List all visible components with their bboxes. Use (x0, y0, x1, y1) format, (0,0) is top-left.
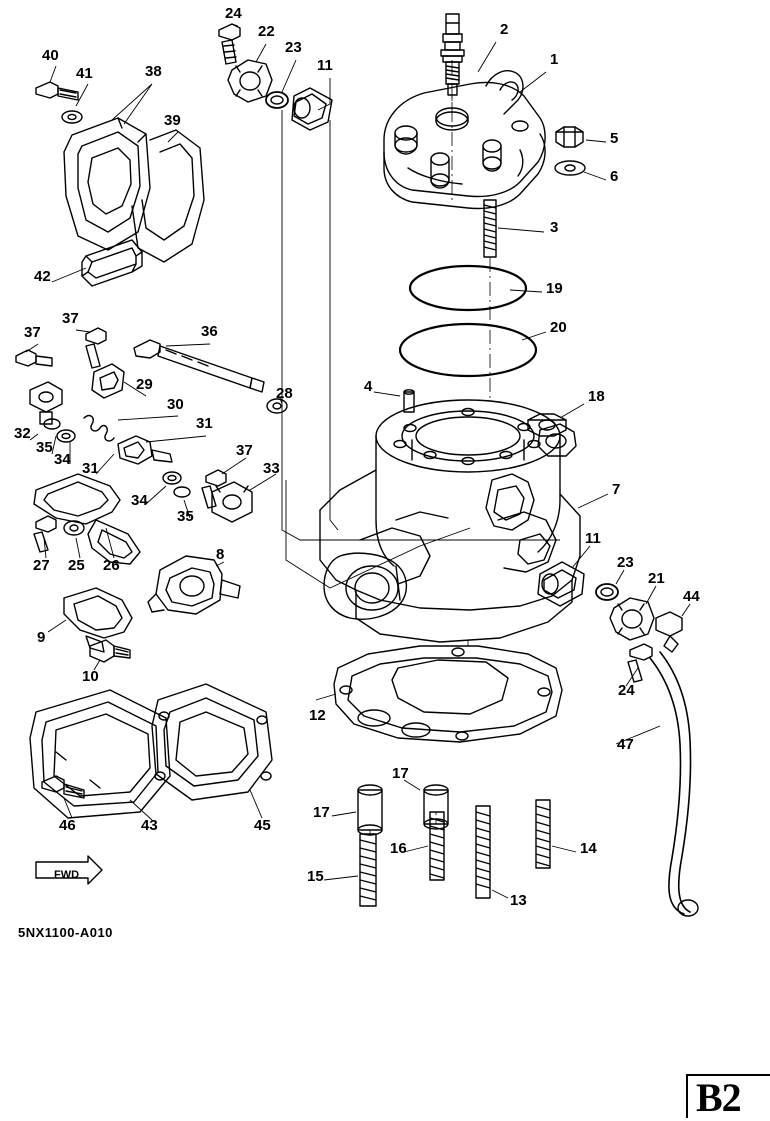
part-washer-6 (555, 161, 585, 175)
drawing-part-code: 5NX1100-A010 (18, 925, 113, 940)
callout-17-b: 17 (313, 804, 330, 821)
part-plug-11-right (538, 562, 584, 606)
callout-37-c: 37 (236, 442, 253, 459)
callout-25: 25 (68, 557, 85, 574)
part-oring-19 (410, 266, 526, 310)
callout-5: 5 (610, 130, 619, 147)
callout-38: 38 (145, 63, 162, 80)
part-stud-16 (430, 812, 444, 880)
callout-11-right: 11 (585, 530, 601, 547)
callout-11-top: 11 (317, 57, 333, 74)
part-plug-11-top (292, 88, 332, 130)
callout-33: 33 (263, 460, 280, 477)
callout-23-right: 23 (617, 554, 634, 571)
part-bolt-24-right (628, 644, 652, 682)
part-fitting-21 (610, 598, 654, 640)
part-nut-5 (556, 127, 583, 147)
part-bracket-32 (30, 382, 62, 424)
part-stud-13 (476, 806, 490, 898)
callout-31-a: 31 (196, 415, 213, 432)
part-bolt-37-a (16, 350, 52, 366)
callout-13: 13 (510, 892, 527, 909)
callout-30: 30 (167, 396, 184, 413)
callout-35-a: 35 (36, 439, 53, 456)
part-nipple-44 (656, 612, 682, 652)
callout-7: 7 (612, 481, 621, 498)
callout-9: 9 (37, 629, 46, 646)
part-oring-23-top (266, 92, 288, 108)
part-spring-30 (84, 416, 114, 441)
callout-40: 40 (42, 47, 59, 64)
part-rod-36 (134, 340, 264, 392)
callout-45: 45 (254, 817, 271, 834)
callout-15: 15 (307, 868, 324, 885)
callout-23-top: 23 (285, 39, 302, 56)
callout-43: 43 (141, 817, 158, 834)
page-badge (686, 1074, 770, 1118)
callout-29: 29 (136, 376, 153, 393)
callout-26: 26 (103, 557, 120, 574)
callout-8: 8 (216, 546, 225, 563)
callout-39: 39 (164, 112, 181, 129)
callout-24-top: 24 (225, 5, 242, 22)
part-gasket-45 (152, 684, 272, 800)
callout-31-b: 31 (82, 460, 99, 477)
callout-47: 47 (617, 736, 634, 753)
part-cover-43 (30, 690, 170, 818)
fwd-arrow-label: FWD (54, 869, 80, 881)
callout-28: 28 (276, 385, 293, 402)
callout-41: 41 (76, 65, 93, 82)
callout-3: 3 (550, 219, 559, 236)
callout-36: 36 (201, 323, 218, 340)
part-collar-34-a (57, 430, 75, 442)
callout-16: 16 (390, 840, 407, 857)
part-spark-plug (441, 14, 464, 95)
callout-24-right: 24 (618, 682, 635, 699)
callout-10: 10 (82, 668, 99, 685)
part-bolt-37-b (86, 328, 106, 368)
part-oring-23-right (596, 584, 618, 600)
callout-6: 6 (610, 168, 619, 185)
callout-34-a: 34 (54, 451, 71, 468)
callout-19: 19 (546, 280, 563, 297)
callout-17-a: 17 (392, 765, 409, 782)
callout-20: 20 (550, 319, 567, 336)
callout-27: 27 (33, 557, 50, 574)
part-collar-34-b (163, 472, 181, 484)
callout-22: 22 (258, 23, 275, 40)
callout-34-b: 34 (131, 492, 148, 509)
part-bolt-24-top (219, 24, 240, 64)
part-hose-47 (650, 652, 698, 916)
callout-21: 21 (648, 570, 665, 587)
part-base-gasket-12 (334, 646, 562, 742)
callout-42: 42 (34, 268, 51, 285)
part-sleeve-17-a (358, 785, 382, 835)
callout-44: 44 (683, 588, 700, 605)
part-fitting-22 (228, 60, 272, 102)
callout-14: 14 (580, 840, 597, 857)
callout-37-a: 37 (24, 324, 41, 341)
callout-4: 4 (364, 378, 373, 395)
callout-2: 2 (500, 21, 509, 38)
part-lever-29 (92, 364, 124, 398)
callout-12: 12 (309, 707, 326, 724)
callout-32: 32 (14, 425, 31, 442)
part-stud-14 (536, 800, 550, 868)
part-actuator-8 (148, 556, 240, 614)
part-stud-15 (360, 834, 376, 906)
part-plate-26 (34, 474, 140, 564)
part-oring-20 (400, 324, 536, 376)
part-bolt-10 (90, 640, 130, 662)
callout-18: 18 (588, 388, 605, 405)
page-badge-label: B2 (696, 1075, 741, 1120)
callout-46: 46 (59, 817, 76, 834)
callout-1: 1 (550, 51, 559, 68)
part-joint-33 (212, 482, 252, 522)
part-collar-35-b (174, 487, 190, 497)
callout-37-b: 37 (62, 310, 79, 327)
callout-35-b: 35 (177, 508, 194, 525)
